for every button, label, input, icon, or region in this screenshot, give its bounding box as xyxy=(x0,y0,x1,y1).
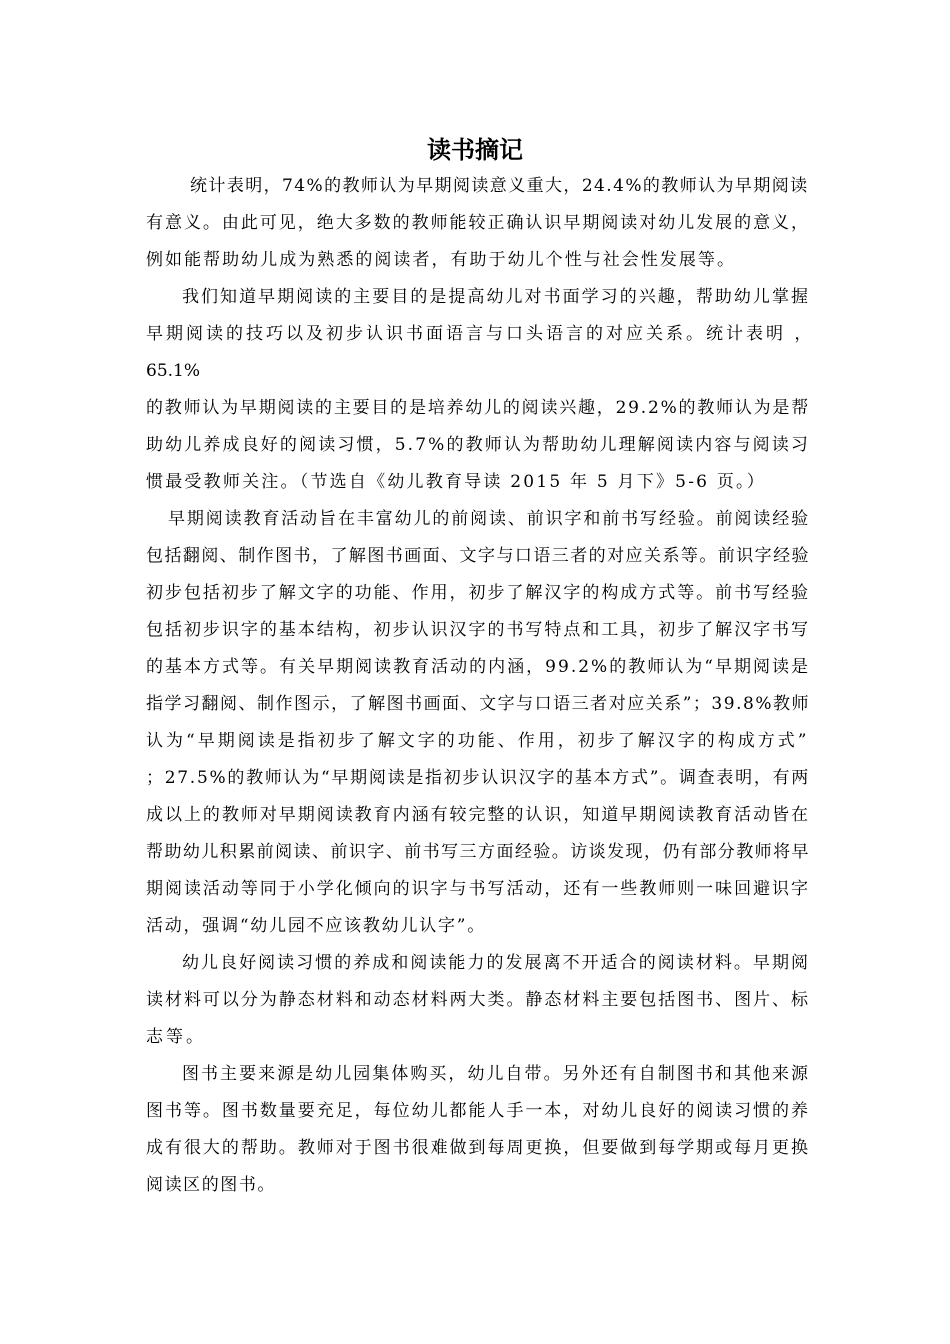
paragraph-line: 有意义。由此可见，绝大多数的教师能较正确认识早期阅读对幼儿发展的意义， xyxy=(146,213,810,233)
paragraph-line: 包括初步识字的基本结构，初步认识汉字的书写特点和工具，初步了解汉字书写 xyxy=(146,620,810,640)
paragraph-line: 活动，强调“幼儿园不应该教幼儿认字”。 xyxy=(146,916,486,936)
paragraph-line: 助幼儿养成良好的阅读习惯，5.7%的教师认为帮助幼儿理解阅读内容与阅读习 xyxy=(146,435,810,455)
paragraph-line: 图书等。图书数量要充足，每位幼儿都能人手一本，对幼儿良好的阅读习惯的养 xyxy=(146,1101,810,1121)
paragraph-line: 成有很大的帮助。教师对于图书很难做到每周更换，但要做到每学期或每月更换 xyxy=(146,1138,810,1158)
paragraph-line: 的基本方式等。有关早期阅读教育活动的内涵，99.2%的教师认为“早期阅读是 xyxy=(146,657,810,677)
paragraph-line: ；27.5%的教师认为“早期阅读是指初步认识汉字的基本方式”。调查表明，有两 xyxy=(146,768,810,788)
paragraph-line: 幼儿良好阅读习惯的养成和阅读能力的发展离不开适合的阅读材料。早期阅 xyxy=(182,953,810,973)
paragraph-line: 65.1% xyxy=(146,361,201,381)
paragraph-line: 初步包括初步了解文字的功能、作用，初步了解汉字的构成方式等。前书写经验 xyxy=(146,583,810,603)
paragraph-line: 指学习翻阅、制作图示，了解图书画面、文字与口语三者对应关系”；39.8%教师 xyxy=(146,694,810,714)
paragraph-line: 我们知道早期阅读的主要目的是提高幼儿对书面学习的兴趣，帮助幼儿掌握 xyxy=(182,287,810,307)
paragraph-line: 认为“早期阅读是指初步了解文字的功能、作用，初步了解汉字的构成方式” xyxy=(146,731,810,751)
paragraph-line: 早期阅读的技巧以及初步认识书面语言与口头语言的对应关系。统计表明 ， xyxy=(146,324,815,344)
paragraph-line: 早期阅读教育活动旨在丰富幼儿的前阅读、前识字和前书写经验。前阅读经验 xyxy=(168,509,810,529)
paragraph-line: 志等。 xyxy=(146,1027,206,1047)
paragraph-line: 惯最受教师关注。（节选自《幼儿教育导读 2015 年 5 月下》5-6 页。） xyxy=(146,472,766,492)
document-title: 读书摘记 xyxy=(427,136,523,164)
paragraph-line: 的教师认为早期阅读的主要目的是培养幼儿的阅读兴趣，29.2%的教师认为是帮 xyxy=(146,398,810,418)
paragraph-line: 期阅读活动等同于小学化倾向的识字与书写活动，还有一些教师则一味回避识字 xyxy=(146,879,810,899)
paragraph-line: 包括翻阅、制作图书，了解图书画面、文字与口语三者的对应关系等。前识字经验 xyxy=(146,546,810,566)
paragraph-line: 阅读区的图书。 xyxy=(146,1175,276,1195)
paragraph-line: 例如能帮助幼儿成为熟悉的阅读者，有助于幼儿个性与社会性发展等。 xyxy=(146,250,736,270)
paragraph-line: 统计表明，74%的教师认为早期阅读意义重大，24.4%的教师认为早期阅读 xyxy=(190,176,809,196)
paragraph-line: 图书主要来源是幼儿园集体购买，幼儿自带。另外还有自制图书和其他来源 xyxy=(182,1064,810,1084)
paragraph-line: 读材料可以分为静态材料和动态材料两大类。静态材料主要包括图书、图片、标 xyxy=(146,990,810,1010)
paragraph-line: 成以上的教师对早期阅读教育内涵有较完整的认识，知道早期阅读教育活动皆在 xyxy=(146,805,810,825)
paragraph-line: 帮助幼儿积累前阅读、前识字、前书写三方面经验。访谈发现，仍有部分教师将早 xyxy=(146,842,810,862)
